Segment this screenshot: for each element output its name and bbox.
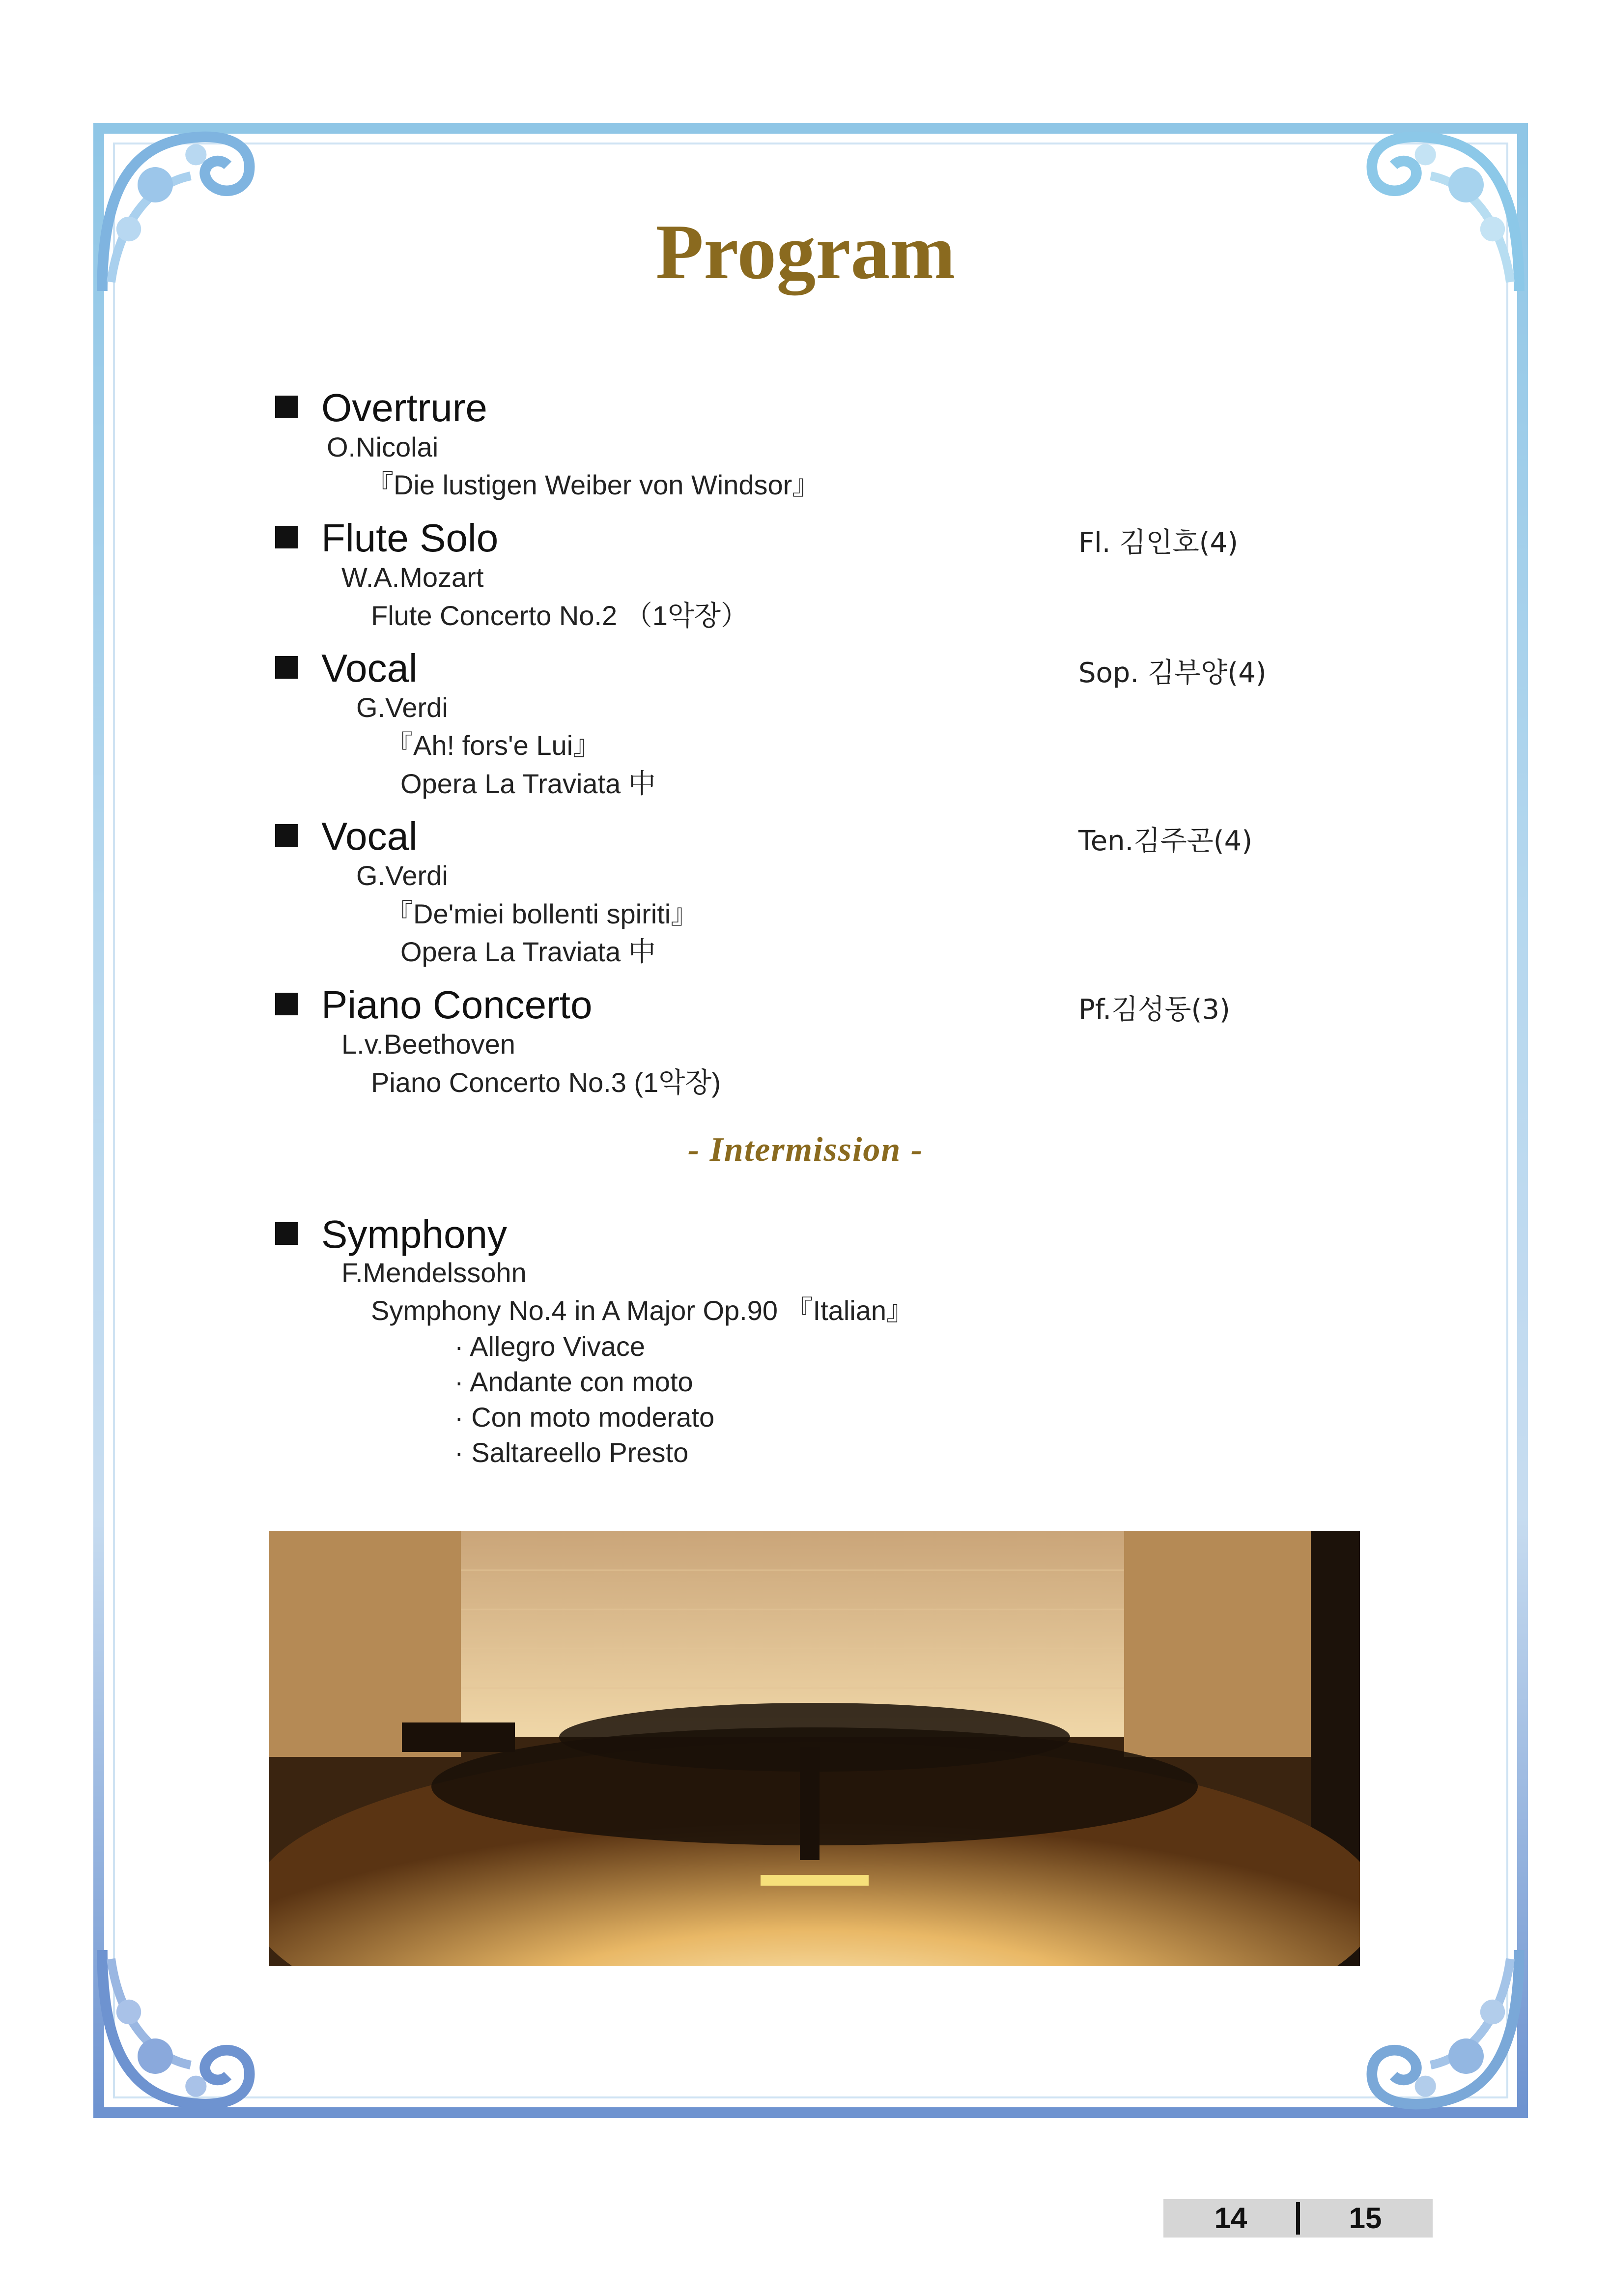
page-number-bar xyxy=(1163,2199,1433,2238)
square-bullet-icon xyxy=(275,656,298,679)
corner-ornament-icon xyxy=(93,1941,270,2118)
performer: Fl. 김인호(4) xyxy=(1078,527,1238,559)
performer: Pf.김성동(3) xyxy=(1078,994,1230,1026)
orchestra-photo xyxy=(269,1531,1360,1966)
program-heading: Flute Solo xyxy=(275,514,498,563)
work-title: 『Ah! fors'e Lui』 xyxy=(386,730,601,761)
program-heading: Vocal xyxy=(275,812,418,861)
program-heading: Overtrure xyxy=(275,383,487,432)
page-number-left: 14 xyxy=(1214,2202,1247,2235)
program-item xyxy=(275,644,418,693)
composer: W.A.Mozart xyxy=(341,562,484,593)
corner-ornament-icon xyxy=(1351,1941,1528,2118)
performer: Sop. 김부양(4) xyxy=(1078,657,1267,689)
square-bullet-icon xyxy=(275,396,298,418)
program-item xyxy=(275,514,498,563)
composer: L.v.Beethoven xyxy=(341,1029,515,1060)
work-title: Piano Concerto No.3 (1악장) xyxy=(371,1067,721,1098)
movement: · Allegro Vivace xyxy=(454,1331,646,1362)
square-bullet-icon xyxy=(275,1222,298,1245)
program-heading: Symphony xyxy=(275,1210,507,1259)
composer: F.Mendelssohn xyxy=(341,1257,527,1288)
performer: Ten.김주곤(4) xyxy=(1078,825,1253,857)
program-heading: Vocal xyxy=(275,644,418,693)
composer: G.Verdi xyxy=(356,860,448,891)
movement: · Andante con moto xyxy=(454,1366,693,1397)
square-bullet-icon xyxy=(275,526,298,548)
work-source: Opera La Traviata 中 xyxy=(400,936,656,967)
square-bullet-icon xyxy=(275,824,298,847)
page-number-right: 15 xyxy=(1349,2202,1382,2235)
work-title: 『Die lustigen Weiber von Windsor』 xyxy=(366,469,820,500)
work-title: 『De'miei bollenti spiriti』 xyxy=(386,898,699,929)
program-heading: Piano Concerto xyxy=(275,980,592,1030)
movement: · Con moto moderato xyxy=(454,1402,715,1433)
work-source: Opera La Traviata 中 xyxy=(400,768,656,799)
movement: · Saltareello Presto xyxy=(454,1437,689,1468)
page-title: Program xyxy=(655,208,956,295)
square-bullet-icon xyxy=(275,993,298,1015)
program-item xyxy=(275,383,487,432)
program-item xyxy=(275,812,418,861)
composer: G.Verdi xyxy=(356,692,448,723)
composer: O.Nicolai xyxy=(327,431,439,462)
program-item xyxy=(275,1210,507,1259)
work-title: Flute Concerto No.2 （1악장） xyxy=(371,600,749,631)
work-title: Symphony No.4 in A Major Op.90 『Italian』 xyxy=(371,1295,914,1326)
intermission-label: - Intermission - xyxy=(687,1131,924,1169)
program-item xyxy=(275,980,592,1030)
